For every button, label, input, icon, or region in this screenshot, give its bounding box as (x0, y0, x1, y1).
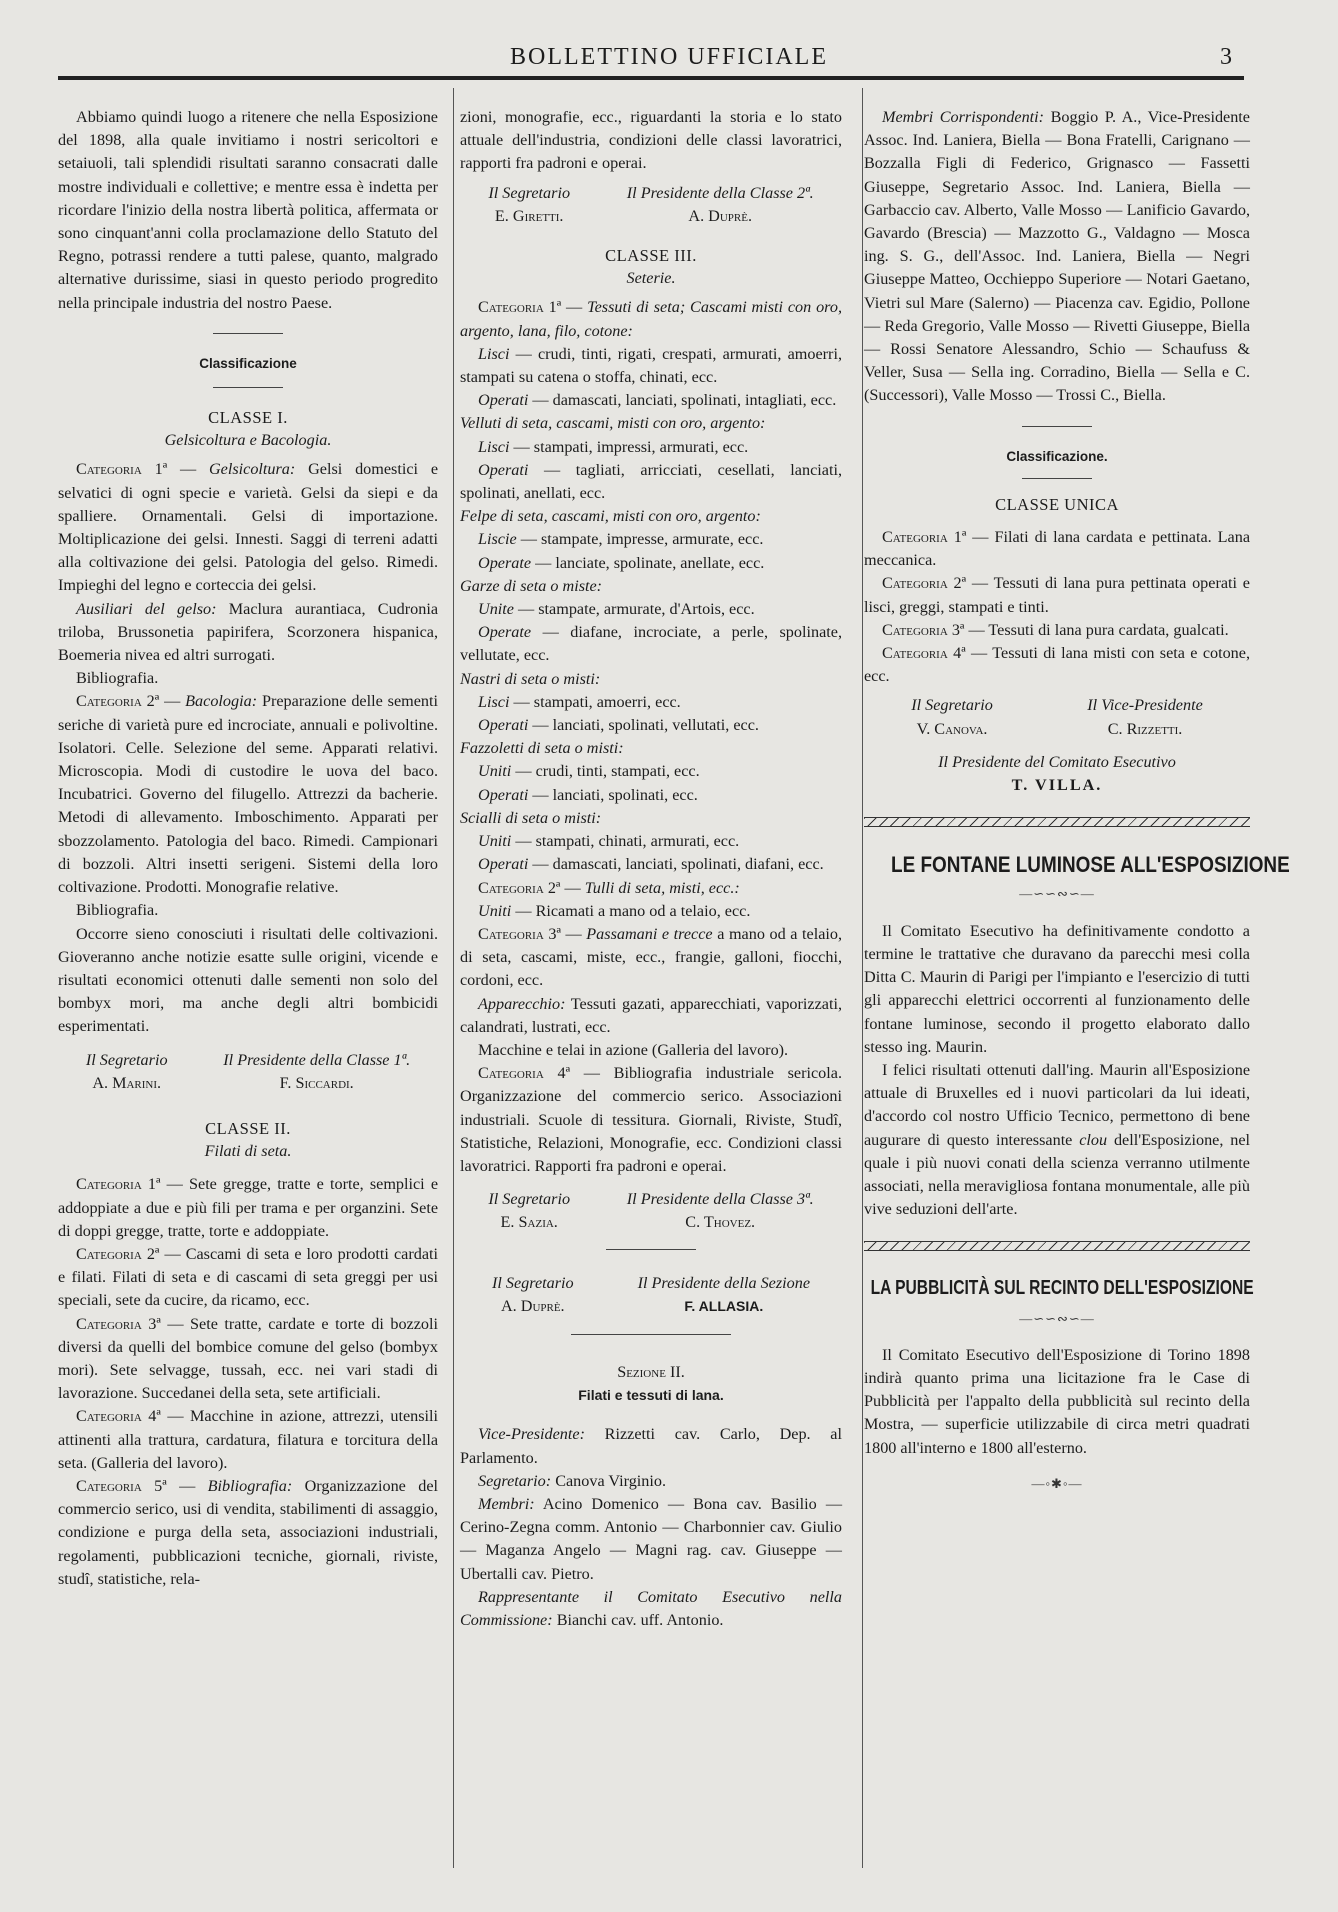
category-paragraph: Categoria 2ª — Tulli di seta, misti, ecc.: (478, 878, 740, 897)
category-paragraph: Categoria 2ª — Cascami di seta e loro prodotti cardati e filati. Filati di seta e di cascami di seta greggi per usi speciali, sete da cucire, da ricamo, ecc. (58, 1244, 438, 1310)
item-line: Operate — lanciate, spolinate, anellate, ecc. (478, 553, 765, 572)
category-paragraph: Categoria 1ª — Tessuti di seta; Cascami misti con oro, argento, lana, filo, cotone: (460, 298, 843, 340)
divider (213, 387, 283, 388)
category-paragraph: Categoria 2ª — Bacologia: Preparazione delle sementi seriche di varietà pure ed incrociate, annuali e polivoltine. Isolatori. Celle. Selezione del seme. Apparati relativi. Microscopia. Modi di custodire le uova del baco. Incubatrici. Governo del filugello. Attrezzi da bacherie. Metodi di allevamento. Imboschimento. Apparati per sbozzolamento. Patologia del baco. Rimedi. Campionari di bozzoli. Altri insetti serigeni. Sistemi della loro coltivazione. Prodotti. Monografie relative. (58, 692, 439, 897)
group-title: Felpe di seta, cascami, misti con oro, argento: (460, 507, 761, 526)
group-title: Garze di seta o miste: (460, 576, 603, 595)
bibliography-line: Bibliografia. (76, 901, 159, 920)
member-line: Membri: Acino Domenico — Bona cav. Basilio — Cerino-Zegna comm. Antonio — Charbonnier cav. Giulio — Maganza Angelo — Magni rag. cav. Giuseppe — Ubertalli cav. Pietro. (460, 1494, 843, 1583)
item-line: Uniti — crudi, tinti, stampati, ecc. (478, 762, 700, 781)
masthead-title: BOLLETTINO UFFICIALE (510, 44, 828, 70)
signature-block: Il Segretario E. Sazia. Il Presidente della Classe 3ª. C. Thovez. (488, 1190, 814, 1232)
class-title: CLASSE I. (208, 408, 288, 428)
category-paragraph: Categoria 3ª — Passamani e trecce a mano od a telaio, di seta, cascami, miste, ecc., frangie, galloni, fiocchi, cordoni, ecc. (460, 924, 843, 990)
header-rule (58, 76, 1244, 80)
member-line: Vice-Presidente: Rizzetti cav. Carlo, Dep. al Parlamento. (460, 1425, 842, 1467)
divider (1022, 478, 1092, 479)
item-line: Lisci — stampati, impressi, armurati, ecc. (478, 437, 749, 456)
member-line: Rappresentante il Comitato Esecutivo nella Commissione: Bianchi cav. uff. Antonio. (460, 1587, 842, 1629)
divider (213, 333, 283, 334)
class-subtitle: Filati di seta. (204, 1142, 292, 1161)
item-line: Lisci — stampati, amoerri, ecc. (478, 692, 681, 711)
signature-block: Il Segretario A. Duprè. Il Presidente della Sezione F. ALLASIA. (491, 1273, 811, 1315)
item-line: Macchine e telai in azione (Galleria del lavoro). (478, 1040, 789, 1059)
column-divider-2 (862, 88, 863, 1868)
closing-paragraph: Occorre sieno conosciuti i risultati delle coltivazioni. Gioveranno anche notizie esatte sulle origini, vicende e risultati economici ottenuti dalle sementi non solo del bombyx mori, ma anche degli altri bombicidi esperimentati. (58, 924, 438, 1036)
item-line: Operati — damascati, lanciati, spolinati, diafani, ecc. (478, 855, 824, 874)
class-subtitle: Gelsicoltura e Bacologia. (164, 431, 332, 450)
item-line: Liscie — stampate, impresse, armurate, ecc. (478, 530, 764, 549)
group-title: Velluti di seta, cascami, misti con oro, argento: (460, 414, 766, 433)
section-heading: Classificazione. (1006, 448, 1108, 464)
item-line: Operati — tagliati, arricciati, cesellati, lanciati, spolinati, anellati, ecc. (460, 460, 842, 503)
class-title: CLASSE III. (605, 246, 697, 266)
continued-paragraph: zioni, monografie, ecc., riguardanti la storia e lo stato attuale dell'industria, condizioni delle classi lavoratrici, rapporti fra padroni e operai. (460, 108, 842, 173)
article-paragraph: I felici risultati ottenuti dall'ing. Maurin all'Esposizione attuale di Bruxelles ed i nuovi particolari da lui ideati, d'accordo col nostro Ufficio Tecnico, permettono di bene augurare di questo interessante clou dell'Esposizione, nel quale i più nuovi conati della scienza verranno utilmente associati, nella meravigliosa fontana monumentale, alle più vive seduzioni dell'arte. (864, 1060, 1251, 1219)
divider (606, 1249, 696, 1250)
item-line: Uniti — stampati, chinati, armurati, ecc. (478, 832, 740, 851)
category-paragraph: Categoria 1ª — Filati di lana cardata e pettinata. Lana meccanica. (864, 528, 1251, 570)
category-paragraph: Categoria 4ª — Bibliografia industriale sericola. Organizzazione del commercio serico. Associazioni industriali. Scuole di tessitura. Giornali, Riviste, Studî, Statistiche, Relazioni, Monografie, ecc. Condizioni classi lavoratrici. Rapporti fra padroni e operai. (460, 1064, 842, 1175)
item-line: Operate — diafane, incrociate, a perle, spolinate, vellutate, ecc. (460, 623, 843, 665)
category-paragraph: Categoria 4ª — Macchine in azione, attrezzi, utensili attinenti alla trattura, cardatura, filatura e torcitura della seta. (Galleria del lavoro). (58, 1407, 439, 1472)
category-paragraph: Categoria 5ª — Bibliografia: Organizzazione del commercio serico, usi di vendita, stabilimenti di assaggio, condizione e purga della seta, associazioni industriali, regolamenti, pubblicazioni tecniche, giornali, riviste, studî, statistiche, rela- (58, 1476, 439, 1588)
item-line: Lisci — crudi, tinti, rigati, crespati, armurati, amoerri, stampati su catena o stoffa, chinati, ecc. (460, 344, 842, 387)
class-subtitle: Seterie. (626, 269, 676, 288)
section-heading: Classificazione (199, 355, 297, 371)
column-2 (460, 106, 842, 1632)
column-3 (864, 106, 1290, 1495)
class-title: CLASSE II. (205, 1118, 291, 1138)
intro-paragraph: Abbiamo quindi luogo a ritenere che nella Esposizione del 1898, alla quale invitiamo i nostri sericoltori e setaiuoli, tali splendidi risultati saranno consacrati dalle mostre individuali e collettive; e mentre essa è indetta per ricordare l'inizio della nostra libertà politica, affermata or sono cinquant'anni colla proclamazione dello Statuto del Regno, potrassi rendere a tutti palese, quanto, malgrado alternative durissime, siasi in questo periodo progredito nella principale industria del nostro Paese. (58, 108, 438, 312)
ornament: —◦✱◦— (1031, 1475, 1083, 1491)
signature-block: Il Segretario A. Marini. Il Presidente della Classe 1ª. F. Siccardi. (85, 1050, 411, 1092)
ornament: —∽∽∾∽— (1019, 886, 1095, 902)
bibliography-line: Bibliografia. (76, 669, 159, 688)
section-title: Sezione II. (617, 1362, 685, 1381)
signature-block: Il Segretario V. Canova. Il Vice-Presidente C. Rizzetti. (911, 696, 1203, 738)
category-paragraph: Ausiliari del gelso: Maclura aurantiaca, Cudronia triloba, Brussonetia papirifera, Scorzonera hispanica, Boemeria nivea ed altri surrogati. (58, 599, 439, 665)
signature-block: Il Segretario E. Giretti. Il Presidente della Classe 2ª. A. Duprè. (488, 183, 814, 225)
president-name: T. VILLA. (1011, 776, 1103, 795)
ornamental-rule (864, 817, 1250, 827)
category-paragraph: Categoria 3ª — Sete tratte, cardate e torte di bozzoli diversi da quelli del bombice comune del gelso (bombyx mori). Sete selvagge, tussah, ecc. nei vari stadi di lavorazione. Succedanei della seta, sete artificiali. (58, 1314, 439, 1403)
category-paragraph: Categoria 4ª — Tessuti di lana misti con seta e cotone, ecc. (864, 644, 1251, 686)
group-title: Scialli di seta o misti: (460, 808, 602, 827)
item-line: Operati — damascati, lanciati, spolinati, intagliati, ecc. (478, 391, 837, 410)
class-title: CLASSE UNICA (995, 494, 1119, 514)
category-paragraph: Categoria 1ª — Sete gregge, tratte e torte, semplici e addoppiate a due e più fili per trama e per organzini. Sete di doppi gregge, tratte, torte e addoppiate. (58, 1175, 439, 1240)
column-divider-1 (453, 88, 454, 1868)
item-line: Uniti — Ricamati a mano od a telaio, ecc. (478, 901, 751, 920)
group-title: Fazzoletti di seta o misti: (460, 739, 624, 758)
article-title: LA PUBBLICITÀ SUL RECINTO DELL'ESPOSIZIONE (870, 1277, 1254, 1300)
section-subtitle: Filati e tessuti di lana. (578, 1387, 724, 1404)
divider (1022, 426, 1092, 427)
group-title: Nastri di seta o misti: (460, 669, 601, 688)
member-line: Segretario: Canova Virginio. (478, 1471, 667, 1490)
category-paragraph: Categoria 2ª — Tessuti di lana pura pettinata operati e lisci, greggi, stampati e tinti. (864, 574, 1250, 616)
ornament: —∽∽∾∽— (1019, 1310, 1095, 1326)
item-line: Apparecchio: Tessuti gazati, apparecchiati, vaporizzati, calandrati, lustrati, ecc. (460, 994, 842, 1036)
page-number: 3 (1220, 44, 1232, 70)
category-paragraph: Categoria 3ª — Tessuti di lana pura cardata, gualcati. (882, 620, 1229, 639)
article-title: LE FONTANE LUMINOSE ALL'ESPOSIZIONE (891, 852, 1290, 878)
category-paragraph: Categoria 1ª — Gelsicoltura: Gelsi domestici e selvatici di ogni specie e varietà. Gelsi da siepi e da spalliere. Ornamentali. Gelsi di importazione. Moltiplicazione dei gelsi. Innesti. Saggi di terreni adatti alla coltivazione dei gelsi. Patologia del gelso. Rimedi. Impieghi del legno e corteccia dei gelsi. (58, 460, 439, 595)
article-paragraph: Il Comitato Esecutivo dell'Esposizione di Torino 1898 indirà quanto prima una licitazione fra le Case di Pubblicità per l'appalto della pubblicità sul recinto della Mostra, — superficie utilizzabile di circa metri quadrati 1800 all'interno e 1800 all'esterno. (864, 1345, 1250, 1457)
divider (571, 1334, 731, 1335)
article-paragraph: Il Comitato Esecutivo ha definitivamente condotto a termine le trattative che duravano da parecchi mesi colla Ditta C. Maurin di Parigi per l'impianto e l'esercizio di tutti gli apparecchi elettrici occorrenti al funzionamento delle fontane luminose, secondo il progetto elaborato dallo stesso ing. Maurin. (864, 921, 1250, 1056)
item-line: Operati — lanciati, spolinati, ecc. (478, 785, 698, 804)
item-line: Operati — lanciati, spolinati, vellutati, ecc. (478, 716, 759, 735)
president-role: Il Presidente del Comitato Esecutivo (938, 752, 1176, 771)
item-line: Unite — stampate, armurate, d'Artois, ecc. (478, 600, 755, 619)
ornamental-rule (864, 1241, 1250, 1251)
column-1 (58, 106, 438, 1591)
corresponding-members: Membri Corrispondenti: Boggio P. A., Vice-Presidente Assoc. Ind. Laniera, Biella — Bona Fratelli, Carignano — Bozzalla Figli di Federico, Grignasco — Fassetti Giuseppe, Segretario Assoc. Ind. Laniera, Biella — Garbaccio cav. Alberto, Valle Mosso — Lanificio Gavardo, Gavardo (Brescia) — Mazzotto G., Valdagno — Mosca ing. S. G., dell'Assoc. Ind. Laniera, Biella — Negri Giuseppe Matteo, Occhieppo Superiore — Notari Gaetano, Vietri sul Mare (Salerno) — Piacenza cav. Egidio, Pollone — Reda Gregorio, Valle Mosso — Rivetti Giuseppe, Biella — Rossi Senatore Alessandro, Schio — Schaufuss & Veller, Susa — Sella ing. Corradino, Biella — Sella e C. (Successori), Valle Mosso — Trossi C., Biella. (864, 108, 1250, 405)
